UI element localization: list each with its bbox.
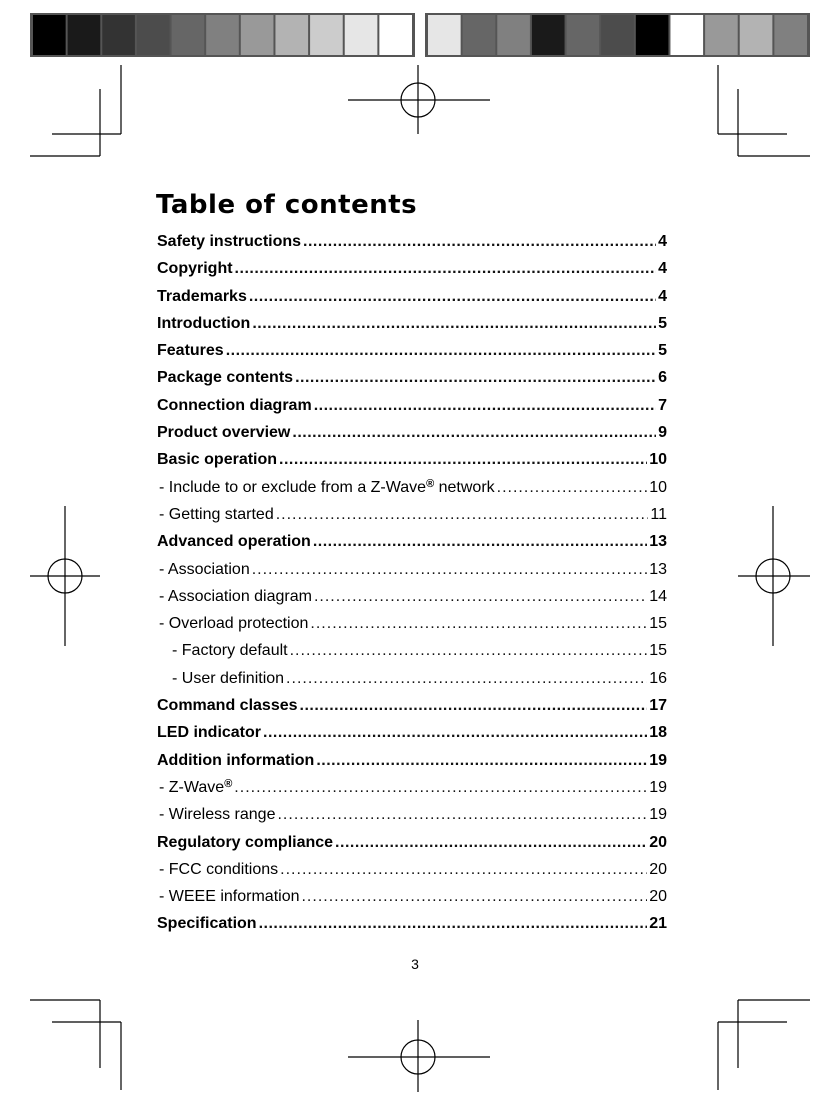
toc-entry-text-tail: network <box>434 478 495 496</box>
toc-entry-text: - Z-Wave <box>159 778 225 796</box>
toc-entry-page: 13 <box>649 533 667 551</box>
registration-mark-right <box>738 506 810 646</box>
toc-entry-label <box>159 556 250 583</box>
toc-entry-page: 4 <box>658 233 667 250</box>
toc-entry-text: - Overload protection <box>159 615 309 633</box>
dot-leader <box>280 856 647 883</box>
toc-entry-page: 10 <box>649 478 667 496</box>
toc-entry-page: 6 <box>658 369 667 387</box>
toc-entry <box>157 856 667 883</box>
dot-leader <box>259 910 648 937</box>
toc-entry-page: 20 <box>649 833 667 851</box>
crop-mark-top-right <box>718 65 810 156</box>
toc-entry-label <box>157 337 224 364</box>
toc-entry <box>157 692 667 719</box>
dot-leader <box>301 883 647 910</box>
dot-leader <box>290 637 648 664</box>
toc-entry-text: Addition information <box>157 751 315 769</box>
toc-entry-text: Product overview <box>157 424 291 442</box>
toc-entry-text: Trademarks <box>157 287 247 305</box>
toc-entry-label <box>159 610 308 637</box>
dot-leader <box>263 719 647 746</box>
dot-leader <box>276 501 649 528</box>
toc-entry-text: - Factory default <box>172 642 288 660</box>
dot-leader <box>314 392 656 419</box>
dot-leader <box>226 337 656 364</box>
toc-entry-page: 4 <box>658 260 667 278</box>
toc-entry-page: 7 <box>658 396 667 414</box>
toc-entry-label <box>157 283 247 310</box>
toc-entry <box>157 528 667 555</box>
toc-entry-label <box>157 747 314 774</box>
crop-mark-bottom-left <box>30 1000 121 1090</box>
toc-entry-page: 14 <box>649 587 667 605</box>
toc-entry-label <box>172 665 284 692</box>
toc-entry <box>157 747 667 774</box>
toc-entry-text: Connection diagram <box>157 396 312 414</box>
toc-entry-text: - Association diagram <box>159 587 312 605</box>
registered-mark: ® <box>426 477 435 490</box>
toc-entry <box>157 337 667 364</box>
toc-entry <box>157 774 667 801</box>
dot-leader <box>277 801 647 828</box>
toc-entry-label <box>159 801 275 828</box>
toc-entry-label <box>157 528 311 555</box>
dot-leader <box>295 364 656 391</box>
toc-entry-text: Command classes <box>157 697 298 715</box>
toc-entry-label <box>157 228 301 255</box>
toc-entry-label <box>157 310 250 337</box>
toc-entry <box>157 637 667 664</box>
dot-leader <box>497 474 648 501</box>
toc-entry-label <box>159 774 232 801</box>
toc-entry-text: Safety instructions <box>157 233 302 250</box>
toc-entry-text: - WEEE information <box>159 888 300 906</box>
toc-entry <box>157 364 667 391</box>
toc-entry-label <box>159 501 274 528</box>
toc-entry <box>157 228 667 255</box>
toc-entry-page: 5 <box>658 342 667 360</box>
toc-entry-text: - Association <box>159 560 250 578</box>
toc-entry-text: Copyright <box>157 260 233 278</box>
toc-entry <box>157 283 667 310</box>
toc-entry-text: Features <box>157 342 224 360</box>
dot-leader <box>252 310 656 337</box>
toc-entry <box>157 719 667 746</box>
toc-entry-text: - User definition <box>172 669 285 687</box>
dot-leader <box>310 610 647 637</box>
toc-entry-text: Specification <box>157 915 257 933</box>
registration-mark-left <box>30 506 100 646</box>
toc-entry <box>157 801 667 828</box>
toc-entry-text: LED indicator <box>157 724 262 742</box>
toc-entry-text: - Getting started <box>159 505 274 523</box>
dot-leader <box>313 528 647 555</box>
toc-entry <box>157 310 667 337</box>
toc-entry <box>157 255 667 282</box>
toc-entry-label <box>157 719 261 746</box>
toc-entry-label <box>157 392 312 419</box>
toc-entry-text: Introduction <box>157 314 251 332</box>
dot-leader <box>300 692 648 719</box>
toc-entry <box>157 419 667 446</box>
toc-entry <box>157 392 667 419</box>
toc-entry-page: 16 <box>649 669 667 687</box>
dot-leader <box>314 583 647 610</box>
registration-mark-top <box>348 65 490 134</box>
crop-mark-bottom-right <box>718 1000 810 1090</box>
dot-leader <box>292 419 656 446</box>
toc-entry-page: 11 <box>650 505 667 523</box>
toc-entry-page: 9 <box>658 424 667 442</box>
dot-leader <box>335 829 647 856</box>
toc-entry-label <box>157 255 233 282</box>
toc-entry-label <box>157 364 293 391</box>
toc-entry-text: Regulatory compliance <box>157 833 334 851</box>
toc-entry <box>157 883 667 910</box>
dot-leader <box>234 774 647 801</box>
toc-entry-text: Advanced operation <box>157 533 311 551</box>
dot-leader <box>316 747 647 774</box>
toc-entry <box>157 910 667 937</box>
toc-entry-label <box>172 637 288 664</box>
toc-entry-page: 19 <box>649 806 667 824</box>
registered-mark: ® <box>224 777 233 790</box>
toc-entry <box>157 556 667 583</box>
toc-entry <box>157 829 667 856</box>
toc-entry <box>157 583 667 610</box>
toc-entry-page: 18 <box>649 724 667 742</box>
toc-entry <box>157 665 667 692</box>
page-number: 3 <box>411 956 419 972</box>
dot-leader <box>235 255 657 282</box>
dot-leader <box>249 283 656 310</box>
toc-entry-text: Basic operation <box>157 451 278 469</box>
toc-entry-label <box>157 829 333 856</box>
dot-leader <box>286 665 647 692</box>
toc-list <box>157 228 667 938</box>
toc-entry-text: Package contents <box>157 369 294 387</box>
toc-title: Table of contents <box>156 190 418 220</box>
toc-entry <box>157 501 667 528</box>
toc-entry-page: 20 <box>649 888 667 906</box>
toc-entry-label <box>159 474 495 501</box>
toc-entry-label <box>159 883 299 910</box>
toc-entry-page: 5 <box>658 314 667 332</box>
toc-entry-page: 21 <box>649 915 667 933</box>
dot-leader <box>279 446 647 473</box>
dot-leader <box>252 556 647 583</box>
toc-entry-label <box>159 856 278 883</box>
toc-entry-page: 4 <box>658 287 667 305</box>
dot-leader <box>303 228 656 255</box>
toc-entry-page: 17 <box>649 697 667 715</box>
toc-entry-text: - Include to or exclude from a Z-Wave <box>159 478 427 496</box>
toc-entry-page: 20 <box>649 860 667 878</box>
toc-entry-page: 13 <box>649 560 667 578</box>
toc-entry-page: 19 <box>649 751 667 769</box>
toc-entry-text: - FCC conditions <box>159 860 279 878</box>
toc-entry <box>157 446 667 473</box>
toc-entry-page: 15 <box>649 615 667 633</box>
toc-entry-page: 19 <box>649 778 667 796</box>
toc-entry-label <box>157 419 290 446</box>
toc-entry-label <box>159 583 312 610</box>
toc-entry-page: 15 <box>649 642 667 660</box>
toc-entry-label <box>157 446 277 473</box>
registration-mark-bottom <box>348 1020 490 1092</box>
toc-entry-label <box>157 910 257 937</box>
crop-mark-top-left <box>30 65 121 156</box>
toc-entry-page: 10 <box>649 451 667 469</box>
toc-entry-label <box>157 692 298 719</box>
toc-entry <box>157 610 667 637</box>
toc-entry-text: - Wireless range <box>159 806 276 824</box>
toc-entry <box>157 474 667 501</box>
